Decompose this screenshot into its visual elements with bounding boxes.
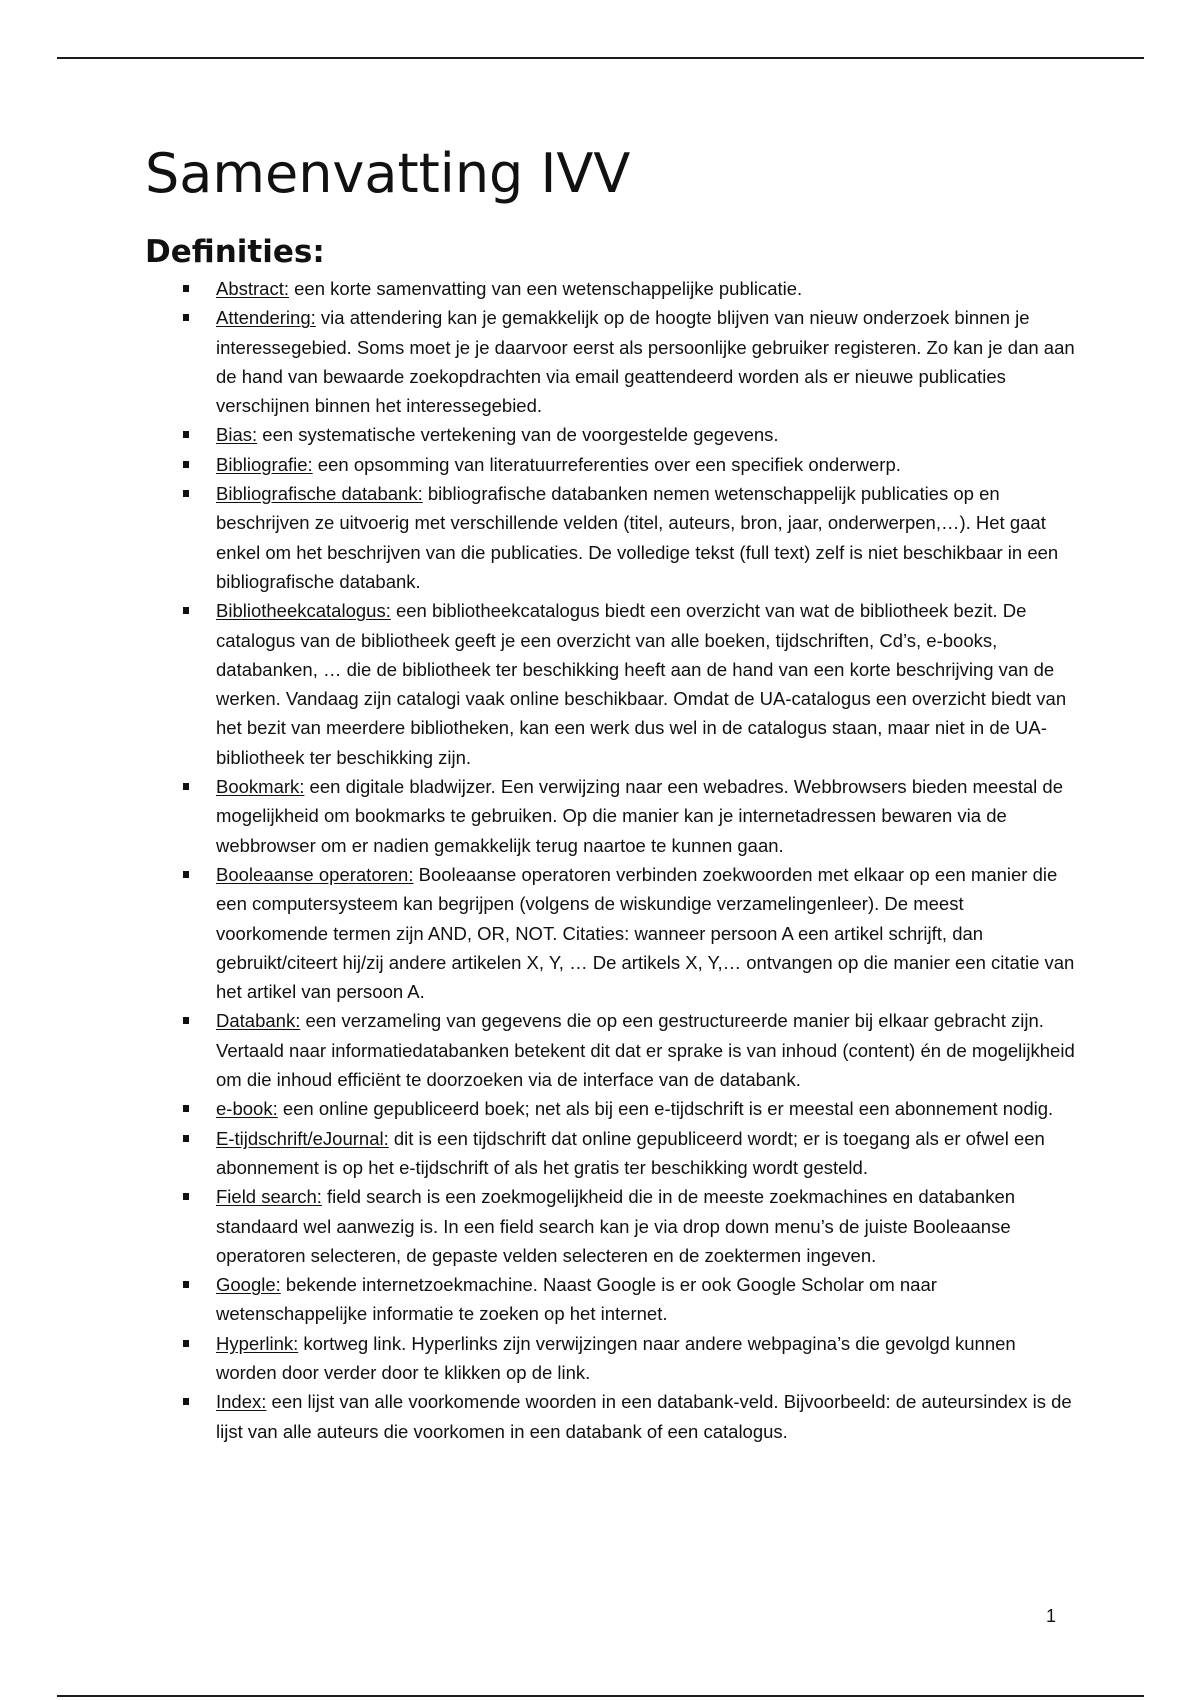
definition-text: een lijst van alle voorkomende woorden in een databank-veld. Bijvoorbeeld: de auteursindex is de lijst van alle auteurs die voorkomen in een databank of een catalogus. <box>216 1391 1072 1442</box>
bullet-icon <box>183 314 189 321</box>
page-number: 1 <box>1046 1606 1057 1626</box>
definition-term: e-book: <box>216 1098 278 1120</box>
definition-term: Abstract: <box>216 278 289 299</box>
definition-term: Bibliotheekcatalogus: <box>216 600 391 622</box>
definition-item <box>145 1182 1075 1270</box>
section-heading: Definities: <box>145 234 325 270</box>
definition-item <box>145 1329 1075 1388</box>
definition-text: een online gepubliceerd boek; net als bij een e-tijdschrift is er meestal een abonnement nodig. <box>277 1098 1054 1120</box>
bullet-icon <box>183 285 189 292</box>
definition-term: Bibliografische databank: <box>216 483 423 505</box>
bullet-icon <box>183 431 189 438</box>
bullet-icon <box>183 1398 189 1405</box>
definition-item <box>145 596 1075 772</box>
bullet-icon <box>183 461 189 468</box>
definition-text: een systematische vertekening van de voorgestelde gegevens. <box>257 424 779 446</box>
definition-item <box>145 420 1075 449</box>
definition-term: Databank: <box>216 1010 301 1032</box>
definition-term: Field search: <box>216 1186 322 1208</box>
definition-text: Booleaanse operatoren verbinden zoekwoorden met elkaar op een manier die een computersysteem kan begrijpen (volgens de wiskundige verzamelingenleer). De meest voorkomende termen zijn AND, OR, NOT. Citaties: wanneer persoon A een artikel schrijft, dan gebruikt/citeert hij/zij andere artikelen X, Y, … De artikels X, Y,… ontvangen op die manier een citatie van het artikel van persoon A. <box>216 863 1075 1003</box>
bullet-icon <box>183 1281 189 1288</box>
bullet-icon <box>183 1017 189 1024</box>
bullet-icon <box>183 607 189 614</box>
definition-text: een opsomming van literatuurreferenties over een specifiek onderwerp. <box>312 453 901 475</box>
definition-text: bibliografische databanken nemen wetenschappelijk publicaties op en beschrijven ze uitvoerig met verschillende velden (titel, auteurs, bron, jaar, onderwerpen,…). Het gaat enkel om het beschrijven van die publicaties. De volledige tekst (full text) zelf is niet beschikbaar in een bibliografische databank. <box>216 483 1059 592</box>
bullet-icon <box>183 1105 189 1112</box>
definition-list <box>145 274 1075 1446</box>
definition-item <box>145 274 1075 303</box>
definition-text: bekende internetzoekmachine. Naast Google is er ook Google Scholar om naar wetenschappelijke informatie te zoeken op het internet. <box>216 1274 937 1325</box>
bullet-icon <box>183 1340 189 1347</box>
definition-item <box>145 772 1075 860</box>
definition-text: een bibliotheekcatalogus biedt een overzicht van wat de bibliotheek bezit. De catalogus van de bibliotheek geeft je een overzicht van alle boeken, tijdschriften, Cd’s, e-books, databanken, … die de bibliotheek ter beschikking heeft aan de hand van een korte beschrijving van de werken. Vandaag zijn catalogi vaak online beschikbaar. Omdat de UA-catalogus een overzicht biedt van het bezit van meerdere bibliotheken, kan een werk dus wel in de catalogus staan, maar niet in de UA-bibliotheek ter beschikking zijn. <box>216 600 1067 768</box>
definition-item <box>145 1124 1075 1183</box>
definition-item <box>145 450 1075 479</box>
definition-text: field search is een zoekmogelijkheid die in de meeste zoekmachines en databanken standaard wel aanwezig is. In een field search kan je via drop down menu’s de juiste Booleaanse operatoren selecteren, de gepaste velden selecteren en de zoektermen ingeven. <box>216 1186 1016 1266</box>
definition-item <box>145 1387 1075 1446</box>
definition-item <box>145 303 1075 420</box>
definition-term: E-tijdschrift/eJournal: <box>216 1127 389 1149</box>
definition-text: via attendering kan je gemakkelijk op de hoogte blijven van nieuw onderzoek binnen je interessegebied. Soms moet je je daarvoor eerst als persoonlijke gebruiker registeren. Zo kan je dan aan de hand van bewaarde zoekopdrachten via email geattendeerd worden als er nieuwe publicaties verschijnen binnen het interessegebied. <box>216 307 1075 417</box>
definition-item <box>145 860 1075 1006</box>
definition-term: Bibliografie: <box>216 453 313 475</box>
definition-item <box>145 479 1075 596</box>
definition-text: kortweg link. Hyperlinks zijn verwijzingen naar andere webpagina’s die gevolgd kunnen worden door verder door te klikken op de link. <box>216 1332 1016 1383</box>
footer-rule <box>57 1695 1144 1697</box>
bullet-icon <box>183 1193 189 1200</box>
definition-text: een korte samenvatting van een wetenschappelijke publicatie. <box>289 278 803 299</box>
definition-item <box>145 1094 1075 1123</box>
definition-term: Bookmark: <box>216 776 305 798</box>
bullet-icon <box>183 871 189 878</box>
bullet-icon <box>183 1135 189 1142</box>
bullet-icon <box>183 783 189 790</box>
header-rule <box>57 57 1144 59</box>
definition-text: een verzameling van gegevens die op een gestructureerde manier bij elkaar gebracht zijn. Vertaald naar informatiedatabanken betekent dit dat er sprake is van inhoud (content) én de mogelijkheid om die inhoud efficiënt te doorzoeken via de interface van de databank. <box>216 1010 1075 1091</box>
bullet-icon <box>183 490 189 497</box>
definition-item <box>145 1270 1075 1329</box>
page-title: Samenvatting IVV <box>145 142 631 205</box>
definition-item <box>145 1006 1075 1094</box>
definition-term: Hyperlink: <box>216 1332 299 1354</box>
definition-term: Index: <box>216 1391 267 1413</box>
definition-term: Attendering: <box>216 307 316 329</box>
definition-term: Google: <box>216 1274 281 1296</box>
definition-term: Bias: <box>216 424 258 446</box>
definition-term: Booleaanse operatoren: <box>216 863 414 885</box>
definition-text: een digitale bladwijzer. Een verwijzing naar een webadres. Webbrowsers bieden meestal de mogelijkheid om bookmarks te gebruiken. Op die manier kan je internetadressen bewaren via de webbrowser om er nadien gemakkelijk terug naartoe te kunnen gaan. <box>216 776 1064 856</box>
definition-text: dit is een tijdschrift dat online gepubliceerd wordt; er is toegang als er ofwel een abonnement is op het e-tijdschrift of als het gratis ter beschikking wordt gesteld. <box>216 1127 1045 1178</box>
